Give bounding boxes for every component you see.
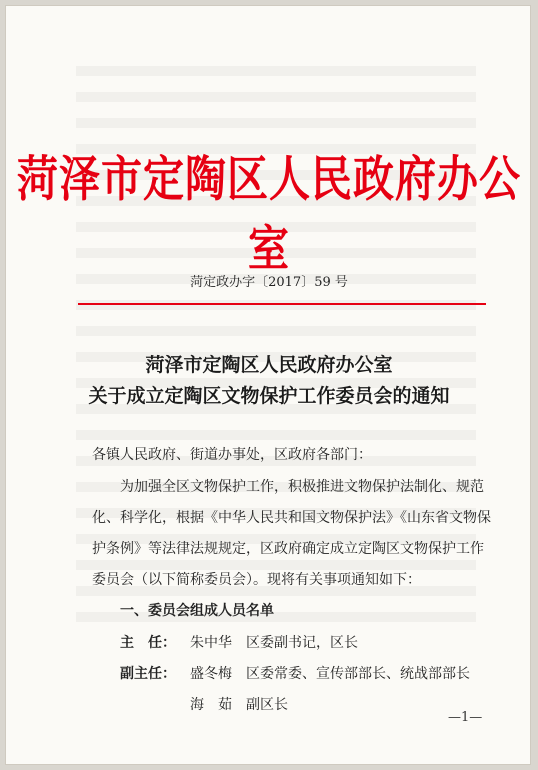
director-entry: 朱中华 区委副书记，区长 <box>190 635 358 651</box>
salutation: 各镇人民政府、街道办事处，区政府各部门： <box>92 447 372 463</box>
deputy-director-label: 副主任： <box>120 666 176 682</box>
deputy-director-entry: 盛冬梅 区委常委、宣传部部长、统战部部长 <box>190 666 470 682</box>
paragraph-line: 化、科学化，根据《中华人民共和国文物保护法》《山东省文物保 <box>92 510 491 526</box>
section-heading: 一、委员会组成人员名单 <box>120 603 274 619</box>
paragraph-line: 护条例》等法律法规规定，区政府确定成立定陶区文物保护工作 <box>92 541 484 557</box>
paragraph-line: 为加强全区文物保护工作，积极推进文物保护法制化、规范 <box>120 479 484 495</box>
issuing-office-header: 菏泽市定陶区人民政府办公室 <box>17 150 521 277</box>
director-label: 主 任： <box>120 635 176 651</box>
paragraph-line: 委员会（以下简称委员会）。现将有关事项通知如下： <box>92 572 421 588</box>
page-number: —1— <box>448 710 483 725</box>
document-number: 菏定政办字〔2017〕59 号 <box>190 275 348 290</box>
notice-title-line1: 菏泽市定陶区人民政府办公室 <box>145 354 393 376</box>
notice-title-line2: 关于成立定陶区文物保护工作委员会的通知 <box>88 385 450 407</box>
deputy-director-entry: 海 茹 副区长 <box>190 697 288 713</box>
red-divider-line <box>78 303 486 305</box>
